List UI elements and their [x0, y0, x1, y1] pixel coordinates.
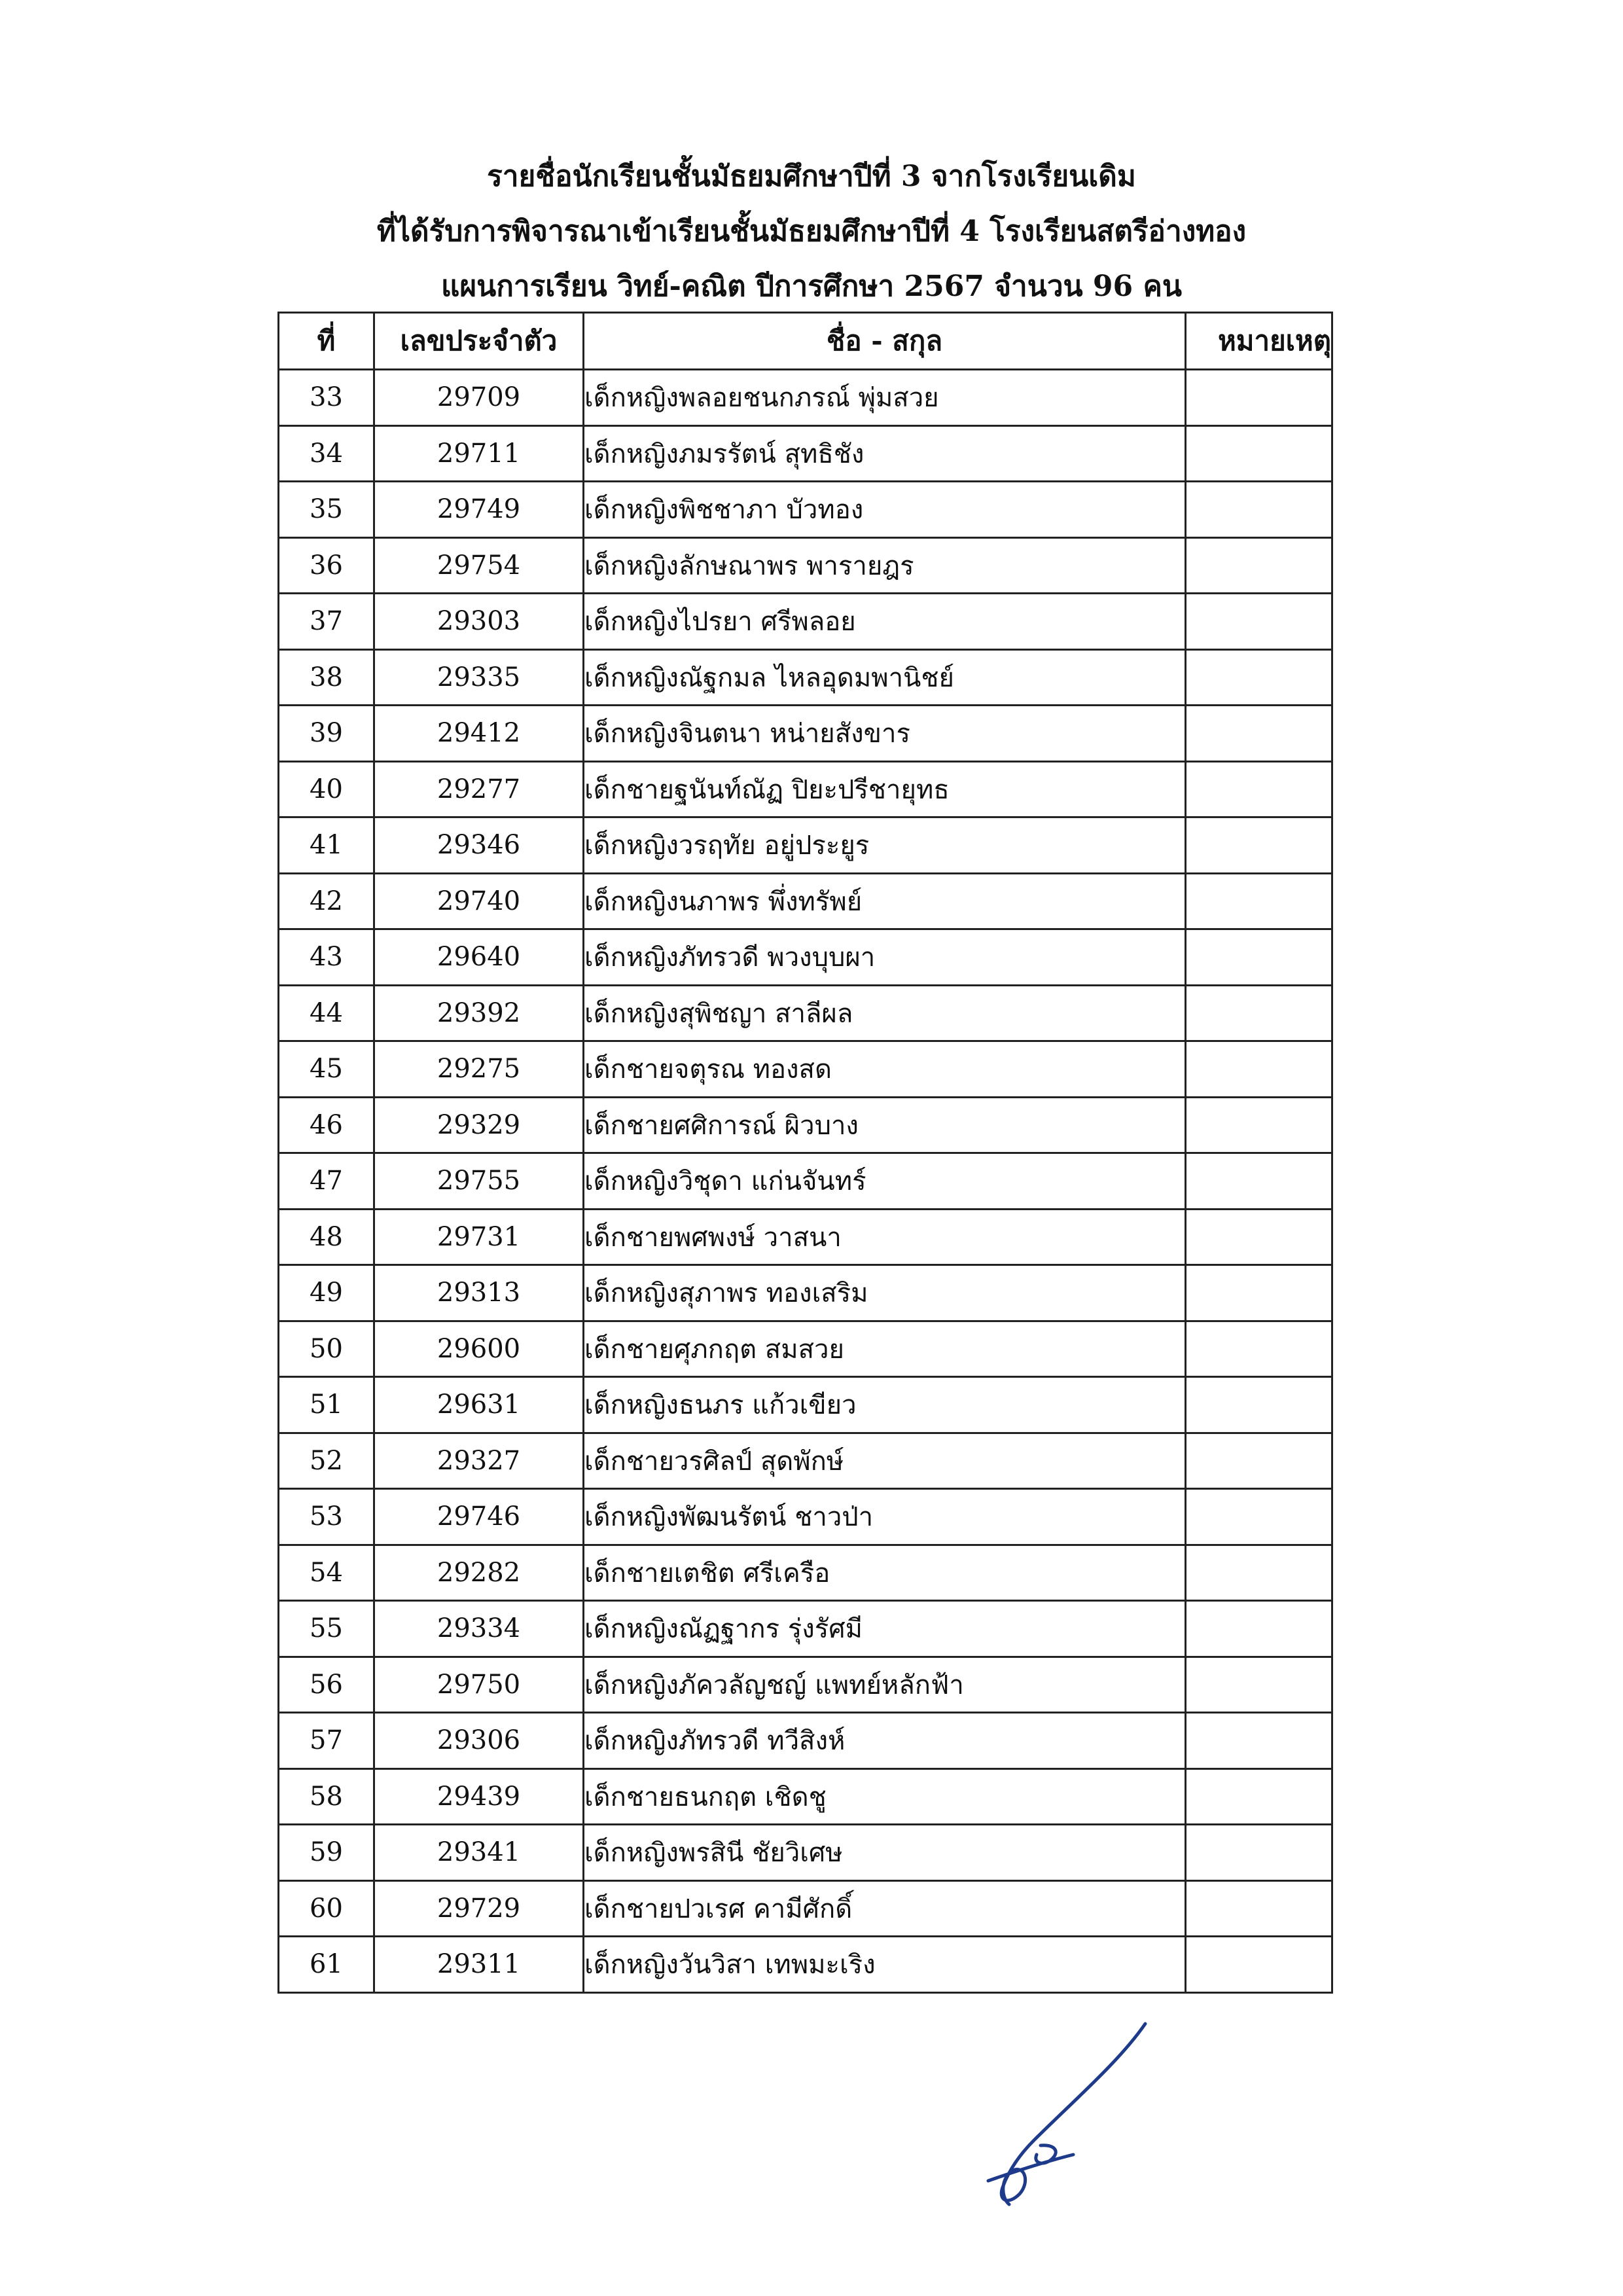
table-row — [279, 649, 1332, 706]
student-name-cell: เด็กชายวรศิลป์ สุดพักษ์ — [584, 1433, 1186, 1489]
row-number-cell: 52 — [279, 1433, 374, 1489]
remark-cell — [1186, 1377, 1332, 1433]
student-name-cell: เด็กหญิงสุภาพร ทองเสริม — [584, 1265, 1186, 1321]
remark-cell — [1186, 1041, 1332, 1098]
student-name-cell: เด็กชายศศิการณ์ ผิวบาง — [584, 1097, 1186, 1153]
row-number-cell: 53 — [279, 1489, 374, 1545]
row-number-cell: 46 — [279, 1097, 374, 1153]
student-id-cell: 29709 — [374, 370, 584, 426]
student-id-cell: 29282 — [374, 1545, 584, 1601]
row-number-cell: 57 — [279, 1713, 374, 1769]
table-row — [279, 1545, 1332, 1601]
row-number-cell: 55 — [279, 1601, 374, 1657]
student-roster-table — [277, 312, 1333, 1994]
row-number-cell: 37 — [279, 594, 374, 650]
remark-cell — [1186, 594, 1332, 650]
table-row — [279, 873, 1332, 929]
student-name-cell: เด็กหญิงนภาพร พึ่งทรัพย์ — [584, 873, 1186, 929]
student-id-cell: 29313 — [374, 1265, 584, 1321]
student-id-cell: 29640 — [374, 929, 584, 986]
header-line-1: รายชื่อนักเรียนชั้นมัธยมศึกษาปีที่ 3 จากโรงเรียนเดิม — [487, 160, 1136, 193]
remark-cell — [1186, 649, 1332, 706]
student-id-cell: 29754 — [374, 537, 584, 594]
row-number-cell: 41 — [279, 817, 374, 874]
remark-cell — [1186, 985, 1332, 1041]
student-id-cell: 29341 — [374, 1825, 584, 1881]
student-id-cell: 29327 — [374, 1433, 584, 1489]
table-row — [279, 1321, 1332, 1377]
remark-cell — [1186, 1937, 1332, 1993]
row-number-cell: 38 — [279, 649, 374, 706]
student-id-cell: 29306 — [374, 1713, 584, 1769]
table-row — [279, 1377, 1332, 1433]
student-name-cell: เด็กหญิงสุพิชญา สาลีผล — [584, 985, 1186, 1041]
remark-cell — [1186, 873, 1332, 929]
remark-cell — [1186, 706, 1332, 762]
student-name-cell: เด็กชายเตชิต ศรีเครือ — [584, 1545, 1186, 1601]
table-row — [279, 1041, 1332, 1098]
row-number-cell: 40 — [279, 761, 374, 817]
student-id-cell: 29329 — [374, 1097, 584, 1153]
remark-cell — [1186, 1713, 1332, 1769]
table-row — [279, 1825, 1332, 1881]
student-id-cell: 29740 — [374, 873, 584, 929]
row-number-cell: 35 — [279, 482, 374, 538]
header-line-3: แผนการเรียน วิทย์-คณิต ปีการศึกษา 2567 จำนวน 96 คน — [441, 270, 1182, 303]
remark-cell — [1186, 1768, 1332, 1825]
row-number-cell: 42 — [279, 873, 374, 929]
row-number-cell: 39 — [279, 706, 374, 762]
table-row — [279, 594, 1332, 650]
student-name-cell: เด็กหญิงพลอยชนกภรณ์ พุ่มสวย — [584, 370, 1186, 426]
table-row — [279, 370, 1332, 426]
student-name-cell: เด็กหญิงวรฤทัย อยู่ประยูร — [584, 817, 1186, 874]
student-id-cell: 29439 — [374, 1768, 584, 1825]
student-name-cell: เด็กหญิงภัทรวดี ทวีสิงห์ — [584, 1713, 1186, 1769]
student-name-cell: เด็กชายธนกฤต เชิดชู — [584, 1768, 1186, 1825]
student-name-cell: เด็กชายจตุรณ ทองสด — [584, 1041, 1186, 1098]
table-row — [279, 761, 1332, 817]
row-number-cell: 45 — [279, 1041, 374, 1098]
student-name-cell: เด็กหญิงภัทรวดี พวงบุบผา — [584, 929, 1186, 986]
table-row — [279, 1097, 1332, 1153]
row-number-cell: 60 — [279, 1880, 374, 1937]
table-row — [279, 929, 1332, 986]
remark-cell — [1186, 1097, 1332, 1153]
student-name-cell: เด็กหญิงไปรยา ศรีพลอย — [584, 594, 1186, 650]
student-name-cell: เด็กชายศุภกฤต สมสวย — [584, 1321, 1186, 1377]
remark-cell — [1186, 1321, 1332, 1377]
student-id-cell: 29746 — [374, 1489, 584, 1545]
remark-cell — [1186, 1657, 1332, 1713]
student-name-cell: เด็กหญิงภัควลัญชญ์ แพทย์หลักฟ้า — [584, 1657, 1186, 1713]
student-id-cell: 29303 — [374, 594, 584, 650]
student-name-cell: เด็กชายฐนันท์ณัฏ ปิยะปรีชายุทธ — [584, 761, 1186, 817]
student-id-cell: 29731 — [374, 1209, 584, 1265]
student-id-cell: 29750 — [374, 1657, 584, 1713]
table-row — [279, 1768, 1332, 1825]
remark-cell — [1186, 370, 1332, 426]
remark-cell — [1186, 1489, 1332, 1545]
column-header-name: ชื่อ - สกุล — [584, 313, 1186, 370]
table-header-row — [279, 313, 1332, 370]
row-number-cell: 54 — [279, 1545, 374, 1601]
remark-cell — [1186, 1153, 1332, 1210]
row-number-cell: 34 — [279, 425, 374, 482]
student-id-cell: 29631 — [374, 1377, 584, 1433]
remark-cell — [1186, 761, 1332, 817]
table-row — [279, 1657, 1332, 1713]
remark-cell — [1186, 425, 1332, 482]
student-name-cell: เด็กหญิงพรสินี ชัยวิเศษ — [584, 1825, 1186, 1881]
student-name-cell: เด็กหญิงณัฐกมล ไหลอุดมพานิชย์ — [584, 649, 1186, 706]
table-row — [279, 1433, 1332, 1489]
row-number-cell: 47 — [279, 1153, 374, 1210]
remark-cell — [1186, 817, 1332, 874]
table-body — [279, 370, 1332, 1993]
table-row — [279, 817, 1332, 874]
document-header — [0, 149, 1623, 314]
student-name-cell: เด็กหญิงจินตนา หน่ายสังขาร — [584, 706, 1186, 762]
student-name-cell: เด็กชายพศพงษ์ วาสนา — [584, 1209, 1186, 1265]
student-id-cell: 29755 — [374, 1153, 584, 1210]
table-row — [279, 1265, 1332, 1321]
remark-cell — [1186, 1209, 1332, 1265]
table-row — [279, 482, 1332, 538]
student-id-cell: 29277 — [374, 761, 584, 817]
remark-cell — [1186, 482, 1332, 538]
table-row — [279, 1713, 1332, 1769]
student-name-cell: เด็กหญิงวิชุดา แก่นจันทร์ — [584, 1153, 1186, 1210]
student-name-cell: เด็กหญิงลักษณาพร พารายฎร — [584, 537, 1186, 594]
table-row — [279, 1209, 1332, 1265]
row-number-cell: 43 — [279, 929, 374, 986]
column-header-remark: หมายเหตุ — [1186, 313, 1332, 370]
column-header-no: ที่ — [279, 313, 374, 370]
student-id-cell: 29600 — [374, 1321, 584, 1377]
student-id-cell: 29729 — [374, 1880, 584, 1937]
student-id-cell: 29334 — [374, 1601, 584, 1657]
column-header-student-id: เลขประจำตัว — [374, 313, 584, 370]
row-number-cell: 58 — [279, 1768, 374, 1825]
remark-cell — [1186, 1265, 1332, 1321]
table-row — [279, 985, 1332, 1041]
student-name-cell: เด็กหญิงภมรรัตน์ สุทธิชัง — [584, 425, 1186, 482]
student-id-cell: 29711 — [374, 425, 584, 482]
student-name-cell: เด็กหญิงณัฏฐากร รุ่งรัศมี — [584, 1601, 1186, 1657]
remark-cell — [1186, 929, 1332, 986]
row-number-cell: 56 — [279, 1657, 374, 1713]
remark-cell — [1186, 1825, 1332, 1881]
table-row — [279, 425, 1332, 482]
student-id-cell: 29412 — [374, 706, 584, 762]
remark-cell — [1186, 1601, 1332, 1657]
row-number-cell: 61 — [279, 1937, 374, 1993]
student-id-cell: 29392 — [374, 985, 584, 1041]
remark-cell — [1186, 1880, 1332, 1937]
student-name-cell: เด็กหญิงพิชชาภา บัวทอง — [584, 482, 1186, 538]
remark-cell — [1186, 1545, 1332, 1601]
row-number-cell: 36 — [279, 537, 374, 594]
student-name-cell: เด็กชายปวเรศ คามีศักดิ์ — [584, 1880, 1186, 1937]
table-row — [279, 1880, 1332, 1937]
table-row — [279, 537, 1332, 594]
row-number-cell: 51 — [279, 1377, 374, 1433]
student-name-cell: เด็กหญิงวันวิสา เทพมะเริง — [584, 1937, 1186, 1993]
remark-cell — [1186, 537, 1332, 594]
table-row — [279, 1601, 1332, 1657]
signature-image — [962, 2016, 1158, 2219]
table-row — [279, 1937, 1332, 1993]
row-number-cell: 33 — [279, 370, 374, 426]
row-number-cell: 44 — [279, 985, 374, 1041]
table-row — [279, 1153, 1332, 1210]
student-id-cell: 29749 — [374, 482, 584, 538]
student-name-cell: เด็กหญิงพัฒนรัตน์ ชาวป่า — [584, 1489, 1186, 1545]
row-number-cell: 59 — [279, 1825, 374, 1881]
row-number-cell: 50 — [279, 1321, 374, 1377]
student-id-cell: 29346 — [374, 817, 584, 874]
table-row — [279, 706, 1332, 762]
remark-cell — [1186, 1433, 1332, 1489]
student-id-cell: 29311 — [374, 1937, 584, 1993]
student-id-cell: 29335 — [374, 649, 584, 706]
row-number-cell: 49 — [279, 1265, 374, 1321]
table-row — [279, 1489, 1332, 1545]
header-line-2: ที่ได้รับการพิจารณาเข้าเรียนชั้นมัธยมศึกษาปีที่ 4 โรงเรียนสตรีอ่างทอง — [376, 215, 1247, 248]
row-number-cell: 48 — [279, 1209, 374, 1265]
student-id-cell: 29275 — [374, 1041, 584, 1098]
student-name-cell: เด็กหญิงธนภร แก้วเขียว — [584, 1377, 1186, 1433]
